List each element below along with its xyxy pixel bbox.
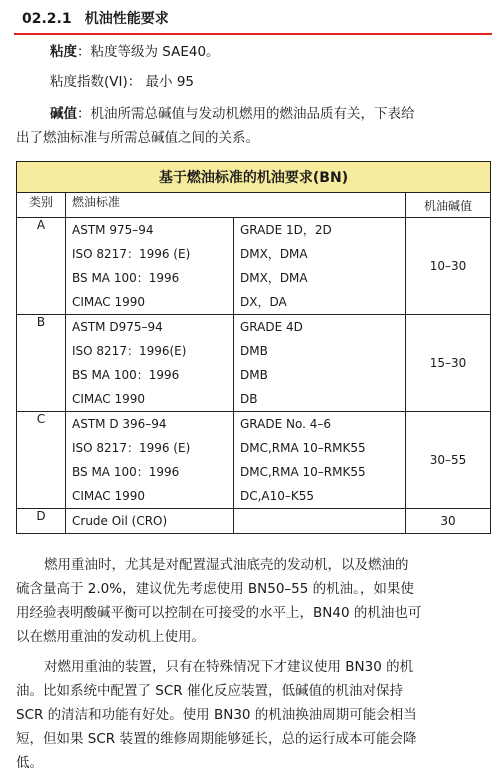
row-standards	[66, 218, 234, 315]
section-number: 02.2.1	[22, 11, 72, 27]
section-header	[22, 8, 492, 34]
viscosity-text: ：粘度等级为 SAE40。	[77, 44, 220, 60]
paragraph-line: 硫含量高于 2.0%，建议优先考虑使用 BN50–55 的机油。，如果使	[16, 581, 414, 597]
fuel-grade: DMX，DMA	[240, 271, 308, 285]
viscosity-label: 粘度	[50, 44, 77, 60]
paragraph-line: 低。	[16, 755, 43, 771]
fuel-grade: DMC,RMA 10–RMK55	[240, 441, 366, 455]
section-title: 机油性能要求	[84, 11, 169, 27]
paragraph-line: 用经验表明酸碱平衡可以控制在可接受的水平上，BN40 的机油也可	[16, 605, 422, 621]
standard-name: Crude Oil (CRO)	[72, 514, 168, 528]
fuel-grade: DMC,RMA 10–RMK55	[240, 465, 366, 479]
fuel-grade: DMX，DMA	[240, 247, 308, 261]
paragraph-line: 以在燃用重油的发动机上使用。	[16, 629, 205, 645]
standard-name: ISO 8217：1996 (E)	[72, 247, 191, 261]
row-bn-value: 10–30	[406, 218, 491, 315]
standard-name: BS MA 100：1996	[72, 368, 180, 382]
paragraph-scr	[16, 655, 494, 775]
base-number-line1	[50, 102, 415, 126]
header-fuel-standard: 燃油标准	[66, 193, 406, 218]
fuel-grade: GRADE 4D	[240, 320, 303, 334]
header-category: 类别	[17, 193, 66, 218]
standard-name: ISO 8217：1996 (E)	[72, 441, 191, 455]
row-grades	[234, 315, 406, 412]
standard-name: ASTM D975–94	[72, 320, 163, 334]
row-bn-value: 30	[406, 509, 491, 534]
row-category: B	[17, 315, 66, 412]
row-standards	[66, 509, 234, 534]
fuel-grade: GRADE No. 4–6	[240, 417, 332, 431]
row-category: C	[17, 412, 66, 509]
table-header-row	[17, 193, 491, 218]
paragraph-line: 油。比如系统中配置了 SCR 催化反应装置，低碱值的机油对保持	[16, 683, 403, 699]
standard-name: BS MA 100：1996	[72, 465, 180, 479]
fuel-grade: DC,A10–K55	[240, 489, 315, 503]
row-category: A	[17, 218, 66, 315]
row-grades	[234, 509, 406, 534]
row-bn-value: 30–55	[406, 412, 491, 509]
viscosity-index-line: 粘度指数(VI)： 最小 95	[50, 74, 195, 90]
fuel-grade: GRADE 1D，2D	[240, 223, 332, 237]
paragraph-line: 短，但如果 SCR 装置的维修周期能够延长，总的运行成本可能会降	[16, 731, 417, 747]
table-row	[17, 509, 491, 534]
base-number-label: 碱值	[50, 106, 77, 122]
table-caption: 基于燃油标准的机油要求(BN)	[17, 162, 491, 193]
viscosity-line	[50, 40, 220, 64]
standard-name: ASTM D 396–94	[72, 417, 167, 431]
standard-name: BS MA 100：1996	[72, 271, 180, 285]
standard-name: CIMAC 1990	[72, 295, 146, 309]
table-row	[17, 412, 491, 509]
standard-name: ISO 8217：1996(E)	[72, 344, 187, 358]
standard-name: CIMAC 1990	[72, 489, 146, 503]
table-row	[17, 218, 491, 315]
paragraph-line: 燃用重油时，尤其是对配置湿式油底壳的发动机，以及燃油的	[44, 557, 409, 573]
bn-requirement-table	[16, 161, 491, 534]
header-rule	[14, 33, 492, 35]
header-oil-bn: 机油碱值	[406, 193, 491, 218]
row-grades	[234, 412, 406, 509]
fuel-grade: DMB	[240, 368, 268, 382]
paragraph-heavy-fuel	[16, 553, 494, 649]
base-number-text: ：机油所需总碱值与发动机燃用的燃油品质有关，下表给	[77, 106, 415, 122]
row-standards	[66, 412, 234, 509]
fuel-grade	[240, 509, 399, 533]
paragraph-line: SCR 的清洁和功能有好处。使用 BN30 的机油换油周期可能会相当	[16, 707, 417, 723]
fuel-grade: DMB	[240, 344, 268, 358]
standard-name: ASTM 975–94	[72, 223, 154, 237]
row-bn-value: 15–30	[406, 315, 491, 412]
standard-name: CIMAC 1990	[72, 392, 146, 406]
row-category: D	[17, 509, 66, 534]
paragraph-line: 对燃用重油的装置，只有在特殊情况下才建议使用 BN30 的机	[44, 659, 414, 675]
fuel-grade: DB	[240, 392, 258, 406]
row-grades	[234, 218, 406, 315]
table-row	[17, 315, 491, 412]
base-number-line2: 出了燃油标准与所需总碱值之间的关系。	[16, 130, 259, 146]
fuel-grade: DX，DA	[240, 295, 287, 309]
row-standards	[66, 315, 234, 412]
